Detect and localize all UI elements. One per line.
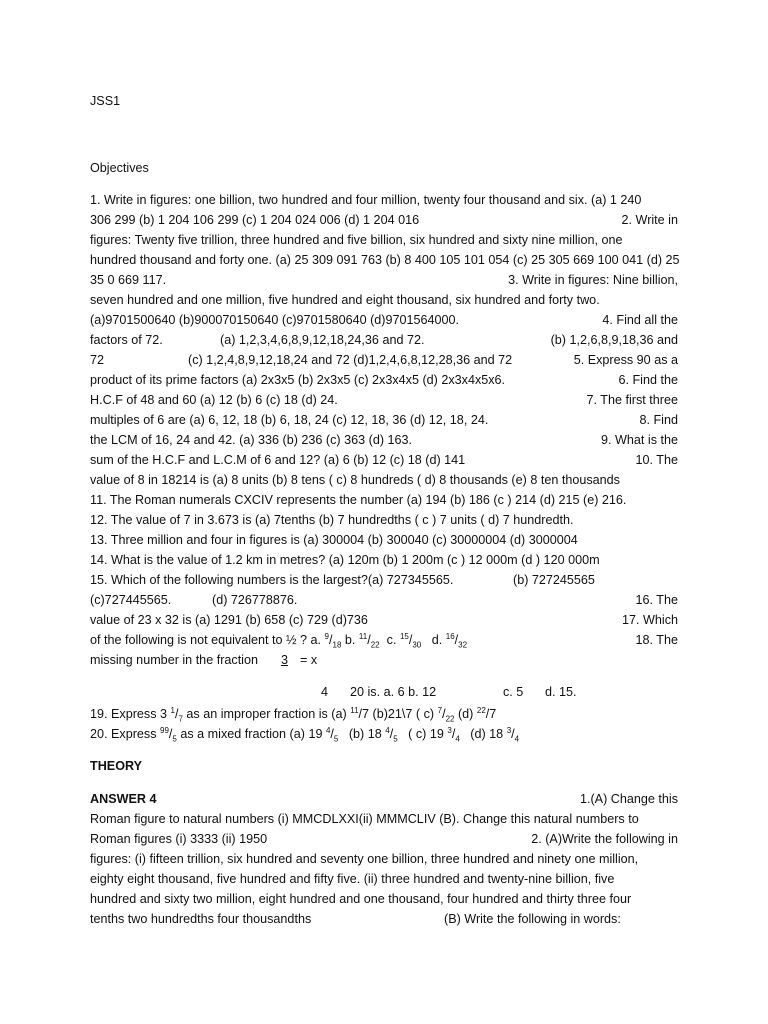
question-line: sum of the H.C.F and L.C.M of 6 and 12? (a) 6 (b) 12 (c) 18 (d) 141 10. The [90,453,678,467]
question-line: 15. Which of the following numbers is the largest?(a) 727345565. (b) 727245565 [90,573,595,587]
question-line: (c)727445565. (d) 726778876. 16. The [90,593,678,607]
question-line: 35 0 669 117. 3. Write in figures: Nine billion, [90,273,678,287]
theory-line: figures: (i) fifteen trillion, six hundred and seventy one billion, three hundred and ninety one million, [90,852,639,866]
question-line: 20. Express $^{99}/_5$ as a mixed fraction (a) 19 $^4/_5$ (b) 18 $^4/_5$ ( c) 19 $^3/_4$ (d) 18 $^3/_4$ [90,725,520,744]
question-line: 72 (c) 1,2,4,8,9,12,18,24 and 72 (d)1,2,4,6,8,12,28,36 and 72 5. Express 90 as a [90,353,678,367]
question-line: seven hundred and one million, five hundred and eight thousand, six hundred and forty two. [90,293,600,307]
question-line: 13. Three million and four in figures is (a) 300004 (b) 300040 (c) 30000004 (d) 3000004 [90,533,578,547]
question-line: 1. Write in figures: one billion, two hundred and four million, twenty four thousand and six. (a) 1 240 [90,193,642,207]
question-line: 14. What is the value of 1.2 km in metres? (a) 120m (b) 1 200m (c ) 12 000m (d ) 120 000m [90,553,600,567]
question-line: value of 8 in 18214 is (a) 8 units (b) 8 tens ( c) 8 hundreds ( d) 8 thousands (e) 8 ten thousands [90,473,620,487]
question-line: 306 299 (b) 1 204 106 299 (c) 1 204 024 006 (d) 1 204 016 2. Write in [90,213,678,227]
theory-line: hundred and sixty two million, eight hundred and one thousand, four hundred and thirty three four [90,892,632,906]
theory-line: Roman figure to natural numbers (i) MMCDLXXI(ii) MMMCLIV (B). Change this natural numbers to [90,812,639,826]
question-line: the LCM of 16, 24 and 42. (a) 336 (b) 236 (c) 363 (d) 163. 9. What is the [90,433,678,447]
question-line: product of its prime factors (a) 2x3x5 (b) 2x3x5 (c) 2x3x4x5 (d) 2x3x4x5x6. 6. Find the [90,373,678,387]
theory-heading: THEORY [90,759,143,773]
class-label: JSS1 [90,94,121,108]
question-line: multiples of 6 are (a) 6, 12, 18 (b) 6, 18, 24 (c) 12, 18, 36 (d) 12, 18, 24. 8. Find [90,413,678,427]
question-line: factors of 72. (a) 1,2,3,4,6,8,9,12,18,24,36 and 72. (b) 1,2,6,8,9,18,36 and [90,333,678,347]
theory-line: tenths two hundredths four thousandths (B) Write the following in words: [90,912,621,926]
question-line: H.C.F of 48 and 60 (a) 12 (b) 6 (c) 18 (d) 24. 7. The first three [90,393,678,407]
question-line: figures: Twenty five trillion, three hundred and five billion, six hundred and sixty nine million, one [90,233,623,247]
theory-line: ANSWER 4 1.(A) Change this [90,792,678,806]
question-line: (a)9701500640 (b)900070150640 (c)9701580640 (d)9701564000. 4. Find all the [90,313,678,327]
question-line: 19. Express 3 $^1/_7$ as an improper fraction is (a) $^{11}$/7 (b)21\7 ( c) $^7/_{22}$ (d) $^{22}$/7 [90,705,497,724]
answer-label: ANSWER 4 [90,792,157,806]
theory-line: eighty eight thousand, five hundred and fifty five. (ii) three hundred and twenty-nine billion, five [90,872,615,886]
question-line: 12. The value of 7 in 3.673 is (a) 7tenths (b) 7 hundredths ( c ) 7 units ( d) 7 hundredth. [90,513,574,527]
objectives-heading: Objectives [90,161,149,175]
theory-line: Roman figures (i) 3333 (ii) 1950 2. (A)Write the following in [90,832,678,846]
question-line: of the following is not equivalent to ½ ? a. $^9/_{18}$ b. $^{11}/_{22}$ c. $^{15}/_{30}$ d. $^{16}/_{32}$ 18. The [90,631,678,650]
question-line: value of 23 x 32 is (a) 1291 (b) 658 (c) 729 (d)736 17. Which [90,613,678,627]
question-line: 11. The Roman numerals CXCIV represents the number (a) 194 (b) 186 (c ) 214 (d) 215 (e) 216. [90,493,627,507]
question-line: 4 20 is. a. 6 b. 12 c. 5 d. 15. [321,685,577,699]
question-line: hundred thousand and forty one. (a) 25 309 091 763 (b) 8 400 105 101 054 (c) 25 305 669 100 041 (d) 25 [90,253,680,267]
question-line: missing number in the fraction 3 = x [90,653,318,667]
